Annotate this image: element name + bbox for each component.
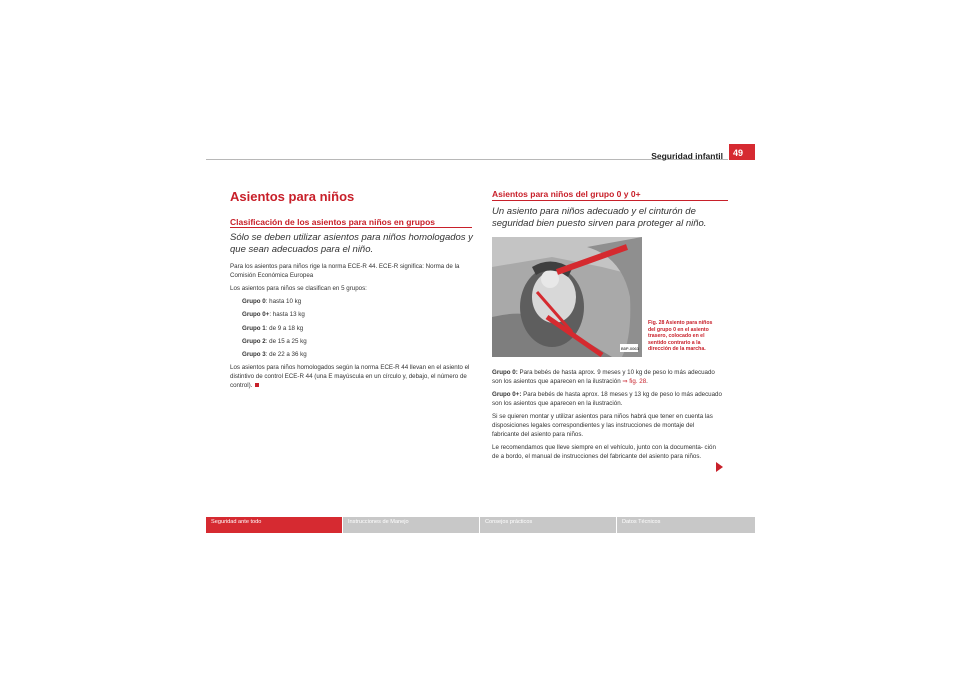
child-seat-illustration: [492, 237, 642, 357]
paragraph-text: Los asientos para niños homologados según la norma ECE-R 44 llevan en el asiento el distintivo de control ECE-R 44 (una E mayúscula en un círculo y, debajo, el número de control).: [230, 364, 470, 390]
intro-text-right: Un asiento para niños adecuado y el cinturón de seguridad bien puesto sirven para proteger al niño.: [492, 206, 707, 229]
section-heading-rule: [230, 227, 472, 228]
grupo-0-label: Grupo 0:: [492, 369, 518, 376]
tab-consejos[interactable]: Consejos prácticos: [480, 517, 616, 533]
group-value: : hasta 10 kg: [265, 298, 302, 305]
group-value: : hasta 13 kg: [269, 311, 305, 319]
header-rule: [206, 159, 728, 160]
grupo-0plus-text: Para bebés de hasta aprox. 18 meses y 13 kg de peso lo más adecuado son los asientos que aparecen en la ilustración.: [492, 391, 722, 407]
paragraph: Si se quieren montar y utilizar asientos para niños habrá que tener en cuenta las disposiciones legales correspondientes y las instrucciones de montaje del fabricante del asiento para niños.: [492, 413, 713, 438]
continue-arrow-icon: [716, 462, 723, 472]
figure-caption: Fig. 28 Asiento para niños del grupo 0 en el asiento trasero, colocado en el sentido contrario a la dirección de la marcha.: [648, 320, 713, 353]
group-item: [242, 337, 476, 346]
figure-link[interactable]: ⇒ fig. 28: [622, 378, 647, 385]
page-number: 49: [729, 144, 755, 160]
tab-seguridad[interactable]: Seguridad ante todo: [206, 517, 342, 533]
group-item: [242, 350, 476, 359]
group-value: : de 15 a 25 kg: [265, 337, 307, 345]
paragraph: [230, 363, 476, 390]
group-label: Grupo 0+: [242, 311, 270, 319]
group-value: : de 9 a 18 kg: [265, 324, 304, 332]
tab-datos[interactable]: Datos Técnicos: [617, 517, 755, 533]
section-heading-group0: Asientos para niños del grupo 0 y 0+: [492, 189, 641, 199]
paragraph: Para los asientos para niños rige la norma ECE-R 44. ECE-R significa: Norma de la Comisión Económica Europea: [230, 263, 460, 279]
group-item: [242, 297, 476, 306]
main-heading: Asientos para niños: [230, 189, 355, 204]
body-left: [230, 262, 476, 394]
body-right: [492, 368, 722, 465]
group-label: Grupo 1: [242, 324, 266, 332]
paragraph: Le recomendamos que lleve siempre en el vehículo, junto con la documenta- ción de a bordo, el manual de instrucciones del fabricante del asiento para niños.: [492, 444, 716, 460]
chapter-title: Seguridad infantil: [651, 151, 723, 161]
group-label: Grupo 2: [242, 337, 266, 345]
grupo-0-end: .: [646, 378, 648, 385]
grupo-0-text: Para bebés de hasta aprox. 9 meses y 10 kg de peso lo más adecuado son los asientos que aparecen en la ilustración: [492, 369, 715, 385]
group-label: Grupo 3: [242, 351, 266, 359]
group-value: : de 22 a 36 kg: [265, 351, 307, 359]
group-label: Grupo 0: [242, 298, 266, 305]
paragraph-grupo-0: [492, 368, 722, 386]
group-item: [242, 310, 476, 319]
intro-text: Sólo se deben utilizar asientos para niños homologados y que sean adecuados para el niño.: [230, 232, 473, 255]
end-marker-icon: [255, 383, 259, 387]
figure-child-seat: [492, 237, 642, 357]
section-heading-rule: [492, 200, 728, 201]
group-item: [242, 324, 476, 333]
paragraph: Los asientos para niños se clasifican en 5 grupos:: [230, 285, 367, 292]
figure-code: B5P-0063: [621, 346, 639, 351]
tab-instrucciones[interactable]: Instrucciones de Manejo: [343, 517, 479, 533]
paragraph-grupo-0plus: [492, 390, 722, 408]
section-heading-classification: Clasificación de los asientos para niños en grupos: [230, 217, 435, 227]
grupo-0plus-label: Grupo 0+:: [492, 391, 522, 398]
